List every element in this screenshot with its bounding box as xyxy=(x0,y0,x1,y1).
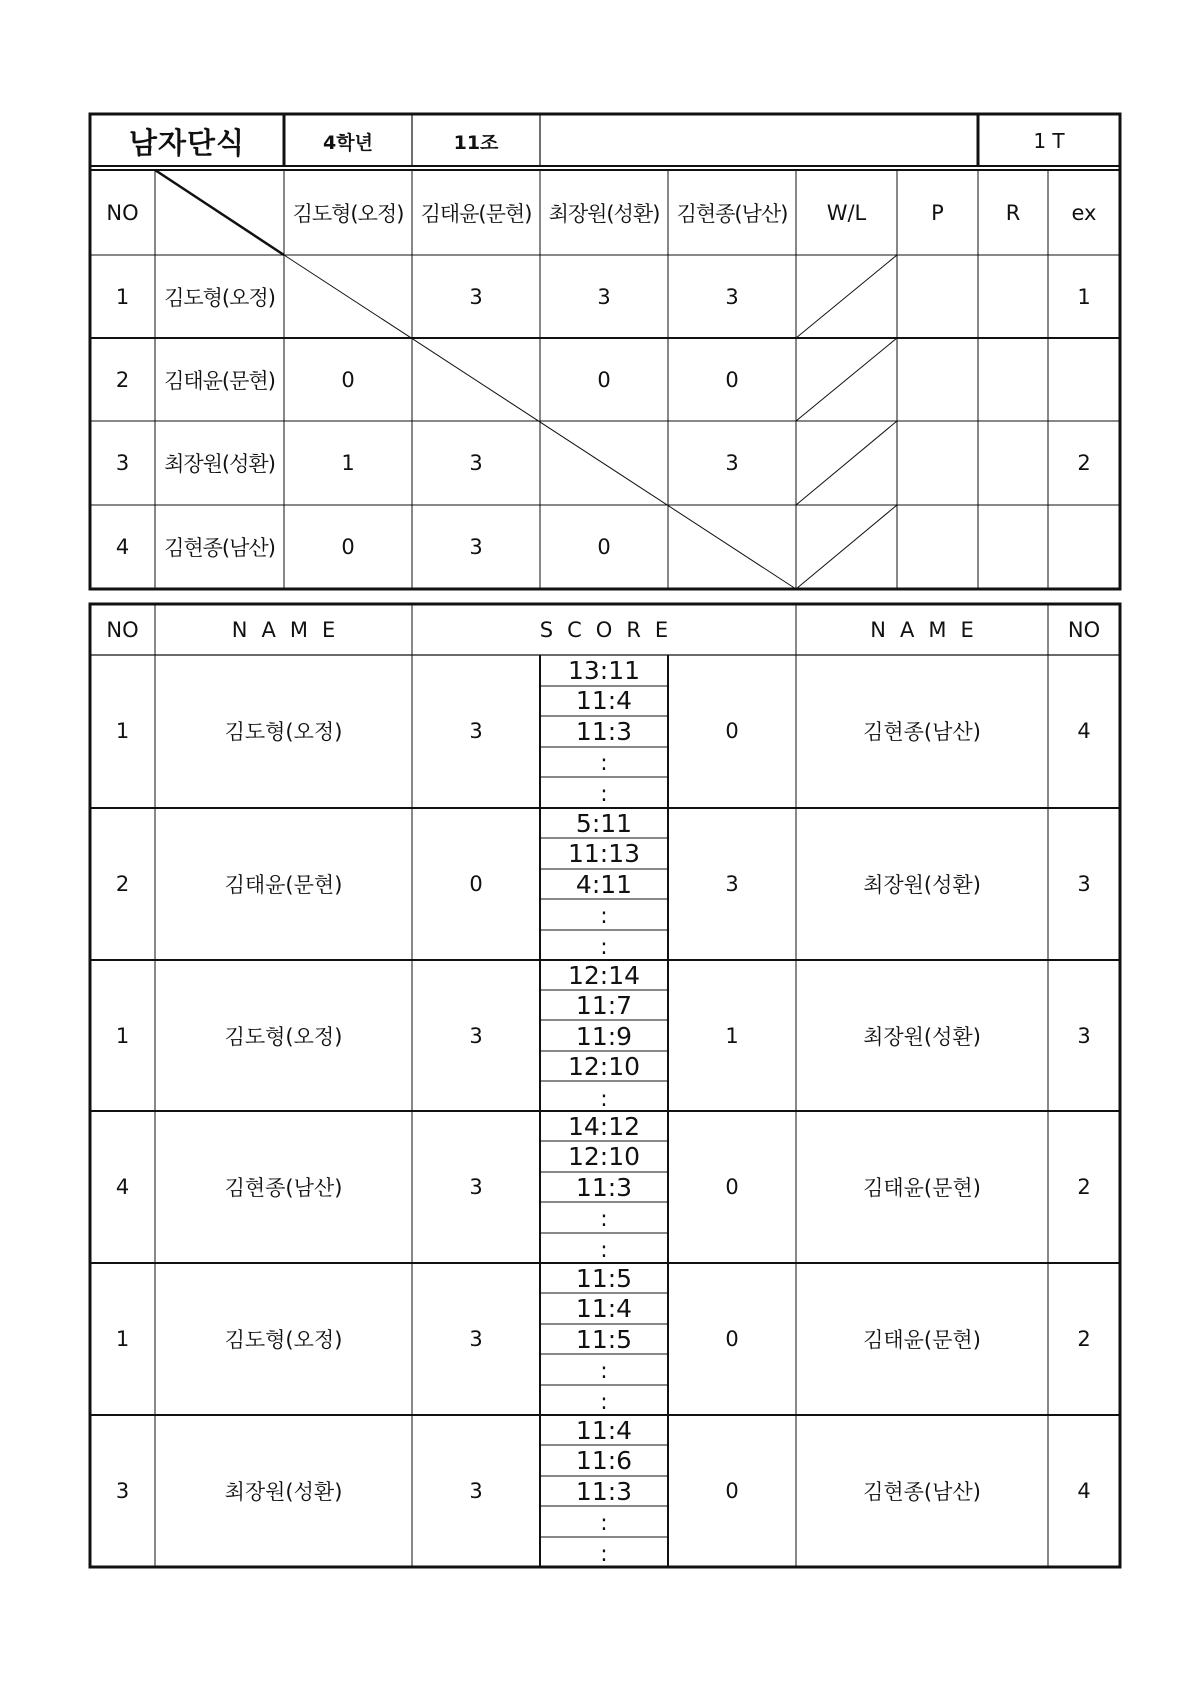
game-score: 11:5 xyxy=(575,1324,633,1354)
game-score: : xyxy=(600,904,608,930)
league-score-cell: 0 xyxy=(341,535,355,559)
game-score: 11:3 xyxy=(575,1476,633,1506)
match-left-player: 김도형(오정) xyxy=(224,720,343,744)
game-score: 5:11 xyxy=(575,809,633,838)
league-ex-cell: 1 xyxy=(1077,284,1091,309)
match-left-sets: 3 xyxy=(469,1479,483,1503)
game-score: 11:4 xyxy=(575,1416,633,1445)
league-score-cell: 1 xyxy=(341,451,355,475)
league-player-header: 김현종(남산) xyxy=(676,201,788,226)
league-points-cell xyxy=(897,421,978,505)
league-score-cell: 3 xyxy=(725,284,739,309)
grade-label: 4학년 xyxy=(323,131,373,154)
match-left-player: 김태윤(문현) xyxy=(224,873,343,897)
game-score: 11:7 xyxy=(575,991,633,1021)
ex-header: ex xyxy=(1071,200,1097,225)
league-wl-cell xyxy=(796,338,897,421)
match-left-sets: 3 xyxy=(469,719,483,743)
game-score: 12:14 xyxy=(567,961,641,990)
league-ex-cell: 2 xyxy=(1077,451,1091,475)
league-row-name: 김현종(남산) xyxy=(164,536,275,560)
match-left-player: 김도형(오정) xyxy=(224,1025,343,1049)
league-row-no: 1 xyxy=(115,284,130,309)
match-right-sets: 0 xyxy=(725,719,739,743)
game-score: : xyxy=(600,781,608,807)
match-right-player: 김태윤(문현) xyxy=(863,1176,981,1200)
header-blank xyxy=(540,116,978,166)
league-row-name: 김태윤(문현) xyxy=(164,368,275,393)
game-score: 14:12 xyxy=(567,1112,641,1141)
game-score: 12:10 xyxy=(567,1052,641,1082)
match-right-player: 김현종(남산) xyxy=(863,720,981,744)
match-no-left-header: NO xyxy=(106,617,139,642)
match-right-no: 4 xyxy=(1077,1479,1091,1503)
league-score-cell: 0 xyxy=(597,367,611,392)
match-right-no: 3 xyxy=(1077,1024,1091,1048)
match-left-player: 김현종(남산) xyxy=(224,1176,343,1200)
league-row-no: 3 xyxy=(115,451,130,475)
match-name-right-header: NAME xyxy=(870,617,988,642)
game-score: 11:13 xyxy=(567,839,641,869)
league-score-cell: 3 xyxy=(469,451,483,475)
league-player-header: 김도형(오정) xyxy=(292,201,404,226)
league-rank-cell xyxy=(978,255,1048,338)
league-points-cell xyxy=(897,255,978,338)
match-left-no: 4 xyxy=(115,1175,130,1199)
game-score: : xyxy=(600,1389,608,1415)
league-player-header: 김태윤(문현) xyxy=(420,201,532,226)
game-score: 13:11 xyxy=(567,656,641,685)
match-left-no: 3 xyxy=(115,1479,130,1503)
league-score-cell: 3 xyxy=(725,451,739,475)
league-points-cell xyxy=(897,505,978,589)
match-right-no: 2 xyxy=(1077,1327,1091,1351)
match-right-sets: 0 xyxy=(725,1175,739,1199)
league-ex-cell xyxy=(1048,338,1120,421)
match-right-player: 김현종(남산) xyxy=(863,1480,981,1504)
league-score-cell: 0 xyxy=(597,535,611,559)
match-right-sets: 1 xyxy=(725,1024,739,1048)
league-score-cell: 3 xyxy=(469,284,483,309)
league-rank-cell xyxy=(978,505,1048,589)
match-name-left-header: NAME xyxy=(231,617,350,642)
league-row-name: 최장원(성환) xyxy=(164,452,275,476)
league-no-header: NO xyxy=(106,200,139,225)
event-title: 남자단식 xyxy=(128,125,246,160)
match-left-player: 김도형(오정) xyxy=(224,1328,343,1352)
game-score: 11:5 xyxy=(575,1264,633,1293)
game-score: 4:11 xyxy=(575,869,633,899)
round-label: 1 T xyxy=(1033,129,1065,153)
match-left-no: 1 xyxy=(115,1327,130,1351)
league-score-cell: 0 xyxy=(341,367,355,392)
game-score: : xyxy=(600,1086,608,1112)
league-rank-cell xyxy=(978,338,1048,421)
league-rank-cell xyxy=(978,421,1048,505)
match-left-no: 1 xyxy=(115,1024,130,1048)
league-row-no: 4 xyxy=(115,535,130,559)
league-wl-cell xyxy=(796,505,897,589)
match-score-header: SCORE xyxy=(539,617,683,642)
match-no-right-header: NO xyxy=(1067,617,1101,642)
league-ex-cell xyxy=(1048,505,1120,589)
group-label: 11조 xyxy=(453,131,499,154)
game-score: 12:10 xyxy=(567,1142,641,1172)
league-score-cell xyxy=(412,338,540,421)
match-left-no: 1 xyxy=(115,719,130,743)
league-score-cell: 3 xyxy=(469,535,483,559)
league-player-header: 최장원(성환) xyxy=(548,201,660,226)
match-right-sets: 3 xyxy=(725,872,739,896)
game-score: : xyxy=(600,934,608,960)
game-score: : xyxy=(600,1359,608,1385)
game-score: 11:3 xyxy=(575,716,633,746)
match-right-sets: 0 xyxy=(725,1327,739,1351)
match-left-no: 2 xyxy=(115,872,130,896)
game-score: 11:6 xyxy=(575,1446,633,1476)
league-score-cell: 3 xyxy=(597,284,611,309)
match-right-no: 2 xyxy=(1077,1175,1091,1199)
match-right-no: 3 xyxy=(1077,872,1091,896)
match-right-player: 김태윤(문현) xyxy=(863,1328,981,1352)
league-row-name: 김도형(오정) xyxy=(164,285,275,310)
match-right-player: 최장원(성환) xyxy=(863,873,981,897)
game-score: 11:3 xyxy=(575,1172,633,1202)
game-score: : xyxy=(600,1541,608,1567)
game-score: 11:4 xyxy=(575,686,633,716)
league-points-cell xyxy=(897,338,978,421)
rank-header: R xyxy=(1005,200,1021,225)
match-left-sets: 3 xyxy=(469,1327,483,1351)
game-score: : xyxy=(600,1511,608,1537)
league-row-no: 2 xyxy=(115,367,130,392)
wl-header: W/L xyxy=(826,200,867,225)
league-score-cell: 0 xyxy=(725,367,739,392)
game-score: 11:4 xyxy=(575,1294,633,1324)
match-right-player: 최장원(성환) xyxy=(863,1025,981,1049)
match-right-sets: 0 xyxy=(725,1479,739,1503)
points-header: P xyxy=(931,200,944,225)
match-left-player: 최장원(성환) xyxy=(224,1480,343,1504)
match-left-sets: 0 xyxy=(469,872,483,896)
match-left-sets: 3 xyxy=(469,1024,483,1048)
league-score-cell xyxy=(540,421,668,505)
match-right-no: 4 xyxy=(1077,719,1091,743)
game-score: : xyxy=(600,751,608,777)
league-score-cell xyxy=(284,255,412,338)
league-wl-cell xyxy=(796,255,897,338)
game-score: : xyxy=(600,1207,608,1233)
league-score-cell xyxy=(668,505,796,589)
league-wl-cell xyxy=(796,421,897,505)
game-score: 11:9 xyxy=(575,1021,633,1051)
game-score: : xyxy=(600,1237,608,1263)
match-left-sets: 3 xyxy=(469,1175,483,1199)
